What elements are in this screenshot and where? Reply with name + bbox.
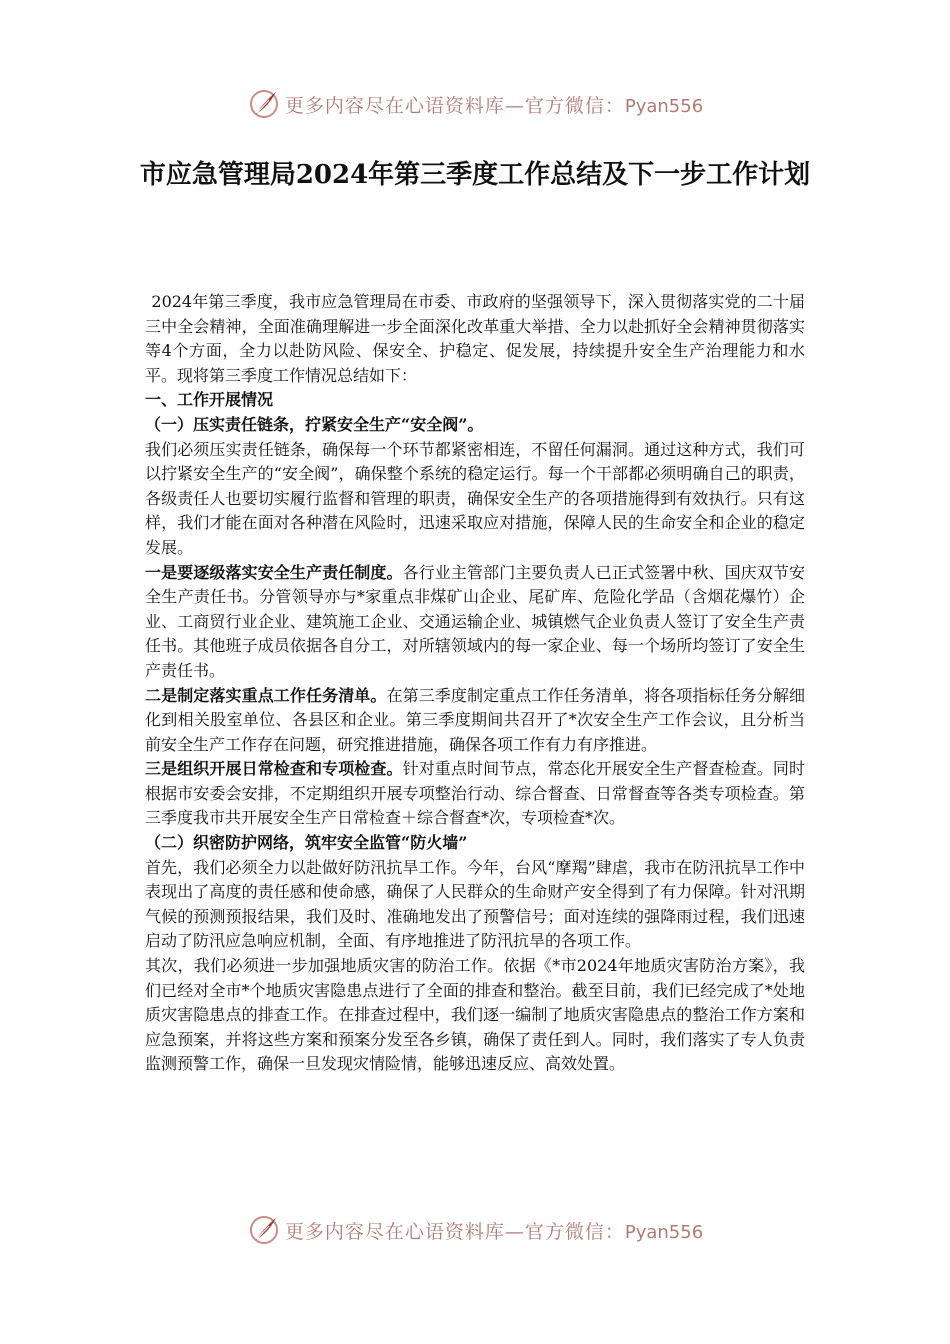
paragraph: 我们必须压实责任链条，确保每一个环节都紧密相连，不留任何漏洞。通过这种方式，我们可以拧紧安全生产的“安全阀”，确保整个系统的稳定运行。每一个干部都必须明确自己的职责，各级责任人也要切实履行监督和管理的职责，确保安全生产的各项措施得到有效执行。只有这样，我们才能在面对各种潜在风险时，迅速采取应对措施，保障人民的生命安全和企业的稳定发展。 [145, 439, 805, 557]
document-title: 市应急管理局2024年第三季度工作总结及下一步工作计划 [139, 160, 811, 190]
banner-text: 更多内容尽在心语资料库—官方微信：Pyan556 [284, 94, 704, 117]
section-heading: 一、工作开展情况 [145, 390, 274, 410]
list-item [145, 684, 805, 758]
subsection-heading-1: （一）压实责任链条，拧紧安全生产“安全阀”。 [145, 414, 484, 434]
document-body [145, 290, 805, 1077]
list-item [145, 561, 805, 684]
item-lead: 三是组织开展日常检查和专项检查。 [145, 759, 403, 779]
footer-banner [0, 1210, 950, 1250]
feather-logo-icon [247, 1213, 281, 1247]
paragraph: 首先，我们必须全力以赴做好防汛抗旱工作。今年，台风“摩羯”肆虐，我市在防汛抗旱工作中表现出了高度的责任感和使命感，确保了人民群众的生命财产安全得到了有力保障。针对汛期气候的预测预报结果，我们及时、准确地发出了预警信号；面对连续的强降雨过程，我们迅速启动了防汛应急响应机制，全面、有序地推进了防汛抗旱的各项工作。 [145, 857, 805, 951]
item-text: 针对重点时间节点，常态化开展安全生产督查检查。同时根据市安委会安排，不定期组织开展专项整治行动、综合督查、日常督查等各类专项检查。第三季度我市共开展安全生产日常检查＋综合督查*次，专项检查*次。 [145, 759, 805, 828]
subsection-heading-2: （二）织密防护网络，筑牢安全监管“防火墙” [145, 833, 468, 853]
item-lead: 一是要逐级落实安全生产责任制度。 [145, 562, 403, 582]
feather-logo-icon [247, 87, 281, 121]
intro-paragraph: 2024年第三季度，我市应急管理局在市委、市政府的坚强领导下，深入贯彻落实党的二十届三中全会精神，全面准确理解进一步全面深化改革重大举措、全力以赴抓好全会精神贯彻落实等4个方面，全力以赴防风险、保安全、护稳定、促发展，持续提升安全生产治理能力和水平。现将第三季度工作情况总结如下： [145, 292, 805, 385]
list-item [145, 757, 805, 831]
banner-text: 更多内容尽在心语资料库—官方微信：Pyan556 [284, 1220, 704, 1243]
item-text: 各行业主管部门主要负责人已正式签署中秋、国庆双节安全生产责任书。分管领导亦与*家重点非煤矿山企业、尾矿库、危险化学品（含烟花爆竹）企业、工商贸行业企业、建筑施工企业、交通运输企业、城镇燃气企业负责人签订了安全生产责任书。其他班子成员依据各自分工，对所辖领域内的每一家企业、每一个场所均签订了安全生产责任书。 [145, 562, 805, 680]
item-text: 在第三季度制定重点工作任务清单，将各项指标任务分解细化到相关股室单位、各县区和企业。第三季度期间共召开了*次安全生产工作会议，且分析当前安全生产工作存在问题，研究推进措施，确保各项工作有力有序推进。 [145, 685, 805, 754]
paragraph: 其次，我们必须进一步加强地质灾害的防治工作。依据《*市2024年地质灾害防治方案》，我们已经对全市*个地质灾害隐患点进行了全面的排查和整治。截至目前，我们已经完成了*处地质灾害隐患点的排查工作。在排查过程中，我们逐一编制了地质灾害隐患点的整治工作方案和应急预案，并将这些方案和预案分发至各乡镇，确保了责任到人。同时，我们落实了专人负责监测预警工作，确保一旦发现灾情险情，能够迅速反应、高效处置。 [145, 956, 805, 1074]
item-lead: 二是制定落实重点工作任务清单。 [145, 685, 387, 705]
header-banner [0, 84, 950, 124]
